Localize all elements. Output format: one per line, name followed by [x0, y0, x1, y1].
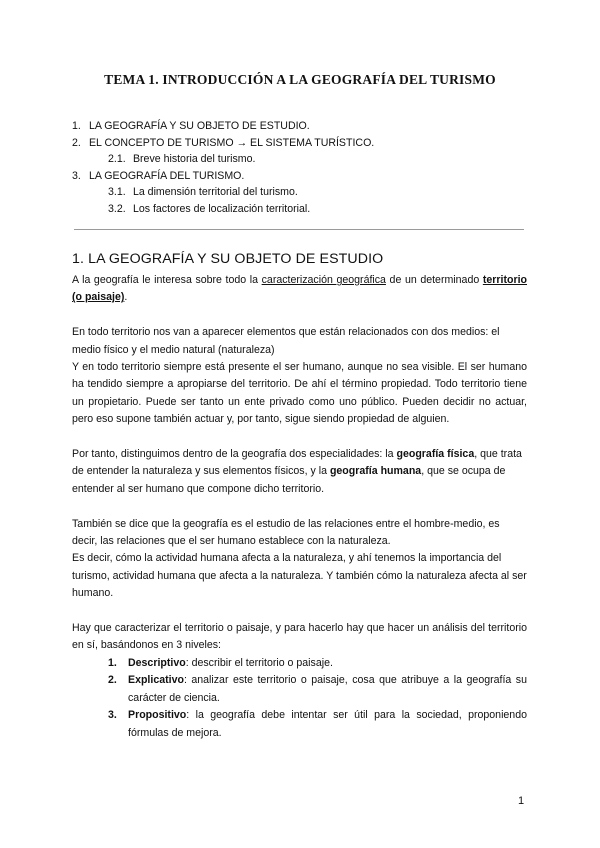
- toc-text: EL CONCEPTO DE TURISMO → EL SISTEMA TURÍSTICO.: [88, 136, 375, 149]
- text-run: : describir el territorio o paisaje.: [185, 656, 333, 669]
- table-of-contents: [72, 118, 532, 217]
- underlined-term: caracterización geográfica: [261, 274, 386, 286]
- paragraph: En todo territorio nos van a aparecer elementos que están relacionados con dos medios: el medio físico y el medio natural (naturaleza): [72, 326, 500, 356]
- list-item: [108, 707, 527, 742]
- toc-number: 3.2.: [108, 202, 126, 215]
- text-run: A la geografía le interesa sobre todo la: [72, 274, 262, 286]
- text-run: : analizar este territorio o paisaje, cosa que atribuye a la geografía su carácter de ciencia.: [128, 674, 527, 704]
- toc-subitem: [72, 151, 532, 168]
- underlined-bold-term: territorio (o paisaje): [72, 274, 527, 304]
- toc-text: La dimensión territorial del turismo.: [132, 186, 298, 198]
- document-title: TEMA 1. INTRODUCCIÓN A LA GEOGRAFÍA DEL TURISMO: [104, 72, 496, 87]
- toc-number: 3.: [72, 169, 81, 182]
- toc-number: 2.: [72, 136, 81, 149]
- levels-list: [72, 655, 527, 742]
- list-number: 1.: [108, 656, 117, 669]
- list-number: 3.: [108, 709, 117, 722]
- text-run: , que se ocupa de entender al ser humano que compone dicho territorio.: [72, 465, 506, 495]
- bold-term: Propositivo: [128, 709, 187, 722]
- text-run: de un determinado: [385, 274, 483, 286]
- page-number: 1: [518, 795, 525, 807]
- section-heading: 1. LA GEOGRAFÍA Y SU OBJETO DE ESTUDIO: [72, 251, 384, 267]
- text-run: .: [124, 291, 128, 304]
- paragraph: [72, 446, 527, 498]
- bold-term: geografía humana: [329, 465, 422, 478]
- text-run: : la geografía debe intentar ser útil para la sociedad, proponiendo fórmulas de mejora.: [128, 709, 527, 739]
- toc-subitem: [72, 184, 532, 201]
- list-item: [108, 655, 527, 672]
- text-run: , que trata de entender la naturaleza y sus elementos físicos, y la: [72, 448, 522, 478]
- toc-text: LA GEOGRAFÍA DEL TURISMO.: [88, 169, 245, 182]
- toc-number: 2.1.: [108, 153, 126, 165]
- toc-text: Los factores de localización territorial.: [132, 202, 311, 215]
- list-item: [108, 672, 527, 707]
- list-number: 2.: [108, 674, 117, 687]
- text-run: Por tanto, distinguimos dentro de la geografía dos especialidades: la: [72, 448, 397, 461]
- section-body: [72, 272, 527, 742]
- toc-number: 3.1.: [108, 186, 126, 198]
- bold-term: Explicativo: [128, 674, 184, 687]
- toc-text: Breve historia del turismo.: [132, 153, 256, 165]
- paragraph: [72, 272, 527, 307]
- paragraph: Hay que caracterizar el territorio o paisaje, y para hacerlo hay que hacer un análisis del territorio en sí, basándonos en 3 niveles:: [72, 622, 527, 652]
- horizontal-divider: [74, 229, 524, 230]
- toc-text: LA GEOGRAFÍA Y SU OBJETO DE ESTUDIO.: [88, 120, 310, 132]
- bold-term: Descriptivo: [128, 656, 186, 669]
- paragraph: Es decir, cómo la actividad humana afecta a la naturaleza, y ahí tenemos la importancia del turismo, actividad humana que afecta a la naturaleza. Y también cómo la naturaleza afecta al ser humano.: [72, 552, 527, 600]
- toc-subitem: [72, 201, 532, 218]
- toc-number: 1.: [72, 120, 81, 132]
- paragraph: También se dice que la geografía es el estudio de las relaciones entre el hombre-medio, es decir, las relaciones que el ser humano establece con la naturaleza.: [72, 517, 500, 548]
- toc-item: [72, 168, 532, 185]
- toc-item: [72, 118, 532, 135]
- paragraph: Y en todo territorio siempre está presente el ser humano, aunque no sea visible. El ser humano ha tendido siempre a apropiarse del territorio. De ahí el término propiedad. Todo territorio tiene un propietario. Puede ser tanto un ente privado como uno público. Pueden decidir no actuar, pero eso supone también actuar y, por tanto, sigue siendo propiedad de alguien.: [72, 361, 527, 426]
- toc-item: [72, 135, 532, 152]
- bold-term: geografía física: [396, 448, 475, 461]
